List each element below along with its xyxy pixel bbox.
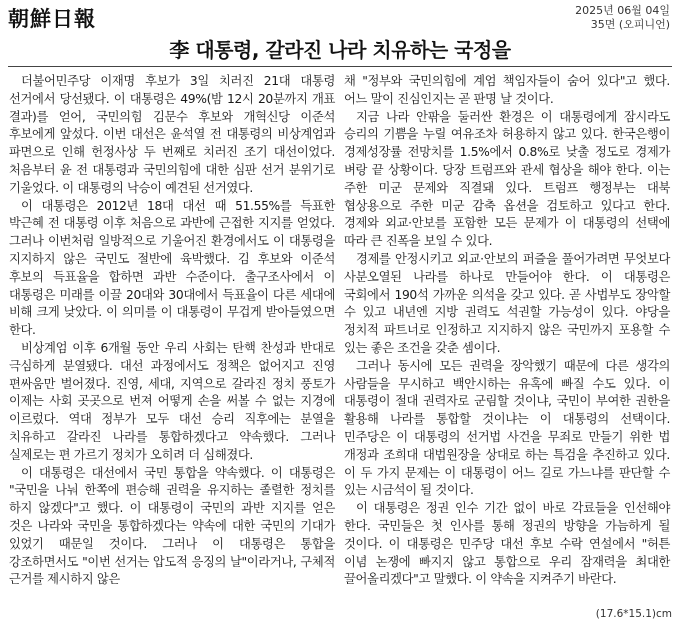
paragraph: 이 대통령은 2012년 18대 대선 때 51.55%를 득표한 박근혜 전 대통령 이후 처음으로 과반에 근접한 지지를 얻었다. 그러나 이번처럼 일방적으로 기울어진 환경에서도 이 대통령을 지지하지 않은 국민도 절반에 육박했다. 김 후보와 이준석 후보의 득표율을 합하면 과반 수준이다. 출구조사에서 이 대통령은 미래를 이끌 20대와 30대에서 득표율이 다른 세대에 비해 크게 낮았다. 이 의미를 이 대통령이 무겁게 받아들였으면 한다. bbox=[9, 198, 335, 338]
article-size-note: (17.6*15.1)cm bbox=[595, 608, 672, 620]
publication-info bbox=[575, 4, 670, 32]
paragraph: 이 대통령은 대선에서 국민 통합을 약속했다. 이 대통령은 "국민을 나눠 한쪽에 편승해 권력을 유지하는 졸렬한 정치를 하지 않겠다"고 했다. 이 대통령이 국민의 과반 지지를 얻은 것은 나라와 국민을 통합하겠다는 약속에 대한 국민의 기대가 있었기 때문일 것이다. 그러나 이 대통령은 통합을 강조하면서도 "이번 선거는 압도적 응징의 날"이라거나, 구체적 근거를 제시하지 않은 bbox=[9, 465, 335, 587]
article-title: 李 대통령, 갈라진 나라 치유하는 국정을 bbox=[169, 38, 511, 62]
paragraph: 이 대통령은 정권 인수 기간 없이 바로 각료들을 인선해야 한다. 국민들은 첫 인사를 통해 정권의 방향을 가늠하게 될 것이다. 이 대통령은 민주당 대선 후보 수락 연설에서 "허튼 이념 논쟁에 빠지지 않고 통합으로 우리 잠재력을 최대한 끌어올리겠다"고 말했다. 이 약속을 지켜주기 바란다. bbox=[344, 501, 670, 587]
title-divider bbox=[8, 66, 672, 67]
page-section: 35면 (오피니언) bbox=[590, 18, 670, 31]
newspaper-logo: 朝鮮日報 bbox=[8, 6, 96, 31]
paragraph: 경제를 안정시키고 외교·안보의 퍼즐을 풀어가려면 무엇보다 사분오열된 나라를 하나로 만들어야 한다. 이 대통령은 국회에서 190석 가까운 의석을 갖고 있다. 곧 사법부도 장악할 수 있고 내년엔 지방 권력도 석권할 가능성이 있다. 야당을 정치적 파트너로 인정하고 지지하지 않은 국민까지 포용할 수 있는 좋은 조건을 갖춘 셈이다. bbox=[344, 251, 670, 355]
publication-date: 2025년 06월 04일 bbox=[575, 4, 670, 17]
paragraph: 비상계엄 이후 6개월 동안 우리 사회는 탄핵 찬성과 반대로 극심하게 분열됐다. 대선 과정에서도 정책은 없어지고 진영 편싸움만 벌어졌다. 진영, 세대, 지역으로 갈라진 정치 풍토가 이제는 사회 곳곳으로 번져 어떻게 손을 써볼 수 없는 지경에 이르렀다. 역대 정부가 모두 대선 승리 직후에는 분열을 치유하고 갈라진 나라를 통합하겠다고 약속했다. 그러나 실제로는 편 가르기 정치가 오히려 더 심해졌다. bbox=[9, 340, 335, 462]
paragraph: 지금 나라 안팎을 둘러싼 환경은 이 대통령에게 잠시라도 승리의 기쁨을 누릴 여유조차 허용하지 않고 있다. 한국은행이 경제성장률 전망치를 1.5%에서 0.8%로 낮출 정도로 경제가 벼랑 끝 상황이다. 당장 트럼프와 관세 협상을 해야 한다. 이는 주한 미군 문제와 직결돼 있다. 트럼프 행정부는 대북 협상용으로 주한 미군 감축 옵션을 검토하고 있다고 한다. 경제와 외교·안보를 포함한 모든 문제가 이 대통령의 선택에 따라 큰 진폭을 보일 수 있다. bbox=[344, 109, 670, 249]
paragraph: 그러나 동시에 모든 권력을 장악했기 때문에 다른 생각의 사람들을 무시하고 백안시하는 유혹에 빠질 수도 있다. 이 대통령이 절대 권력자로 군림할 것이냐, 국민이 부여한 권한을 활용해 나라를 통합할 것이냐는 이 대통령의 선택이다. 민주당은 이 대통령의 선거법 사건을 무죄로 만들기 위한 법 개정과 조희대 대법원장을 상대로 하는 특검을 추진하고 있다. 이 두 가지 문제는 이 대통령이 어느 길로 가느냐를 판단할 수 있는 시금석이 될 것이다. bbox=[344, 358, 670, 498]
paragraph-continued: 채 "정부와 국민의힘에 계엄 책임자들이 숨어 있다"고 했다. 어느 말이 진심인지는 곧 판명 날 것이다. bbox=[344, 74, 670, 106]
article-column-right bbox=[344, 73, 670, 589]
paragraph: 더불어민주당 이재명 후보가 3일 치러진 21대 대통령 선거에서 당선됐다. 이 대통령은 49%(밤 12시 20분까지 개표 결과)를 얻어, 국민의힘 김문수 후보와 개혁신당 이준석 후보에게 앞섰다. 이번 대선은 윤석열 전 대통령의 비상계엄과 파면으로 인해 헌정사상 두 번째로 치러진 조기 대선이었다. 처음부터 윤 전 대통령과 국민의힘에 대한 심판 선거 분위기로 기울었다. 이 대통령의 낙승이 예견된 선거였다. bbox=[9, 74, 335, 195]
article-column-left bbox=[9, 73, 335, 589]
